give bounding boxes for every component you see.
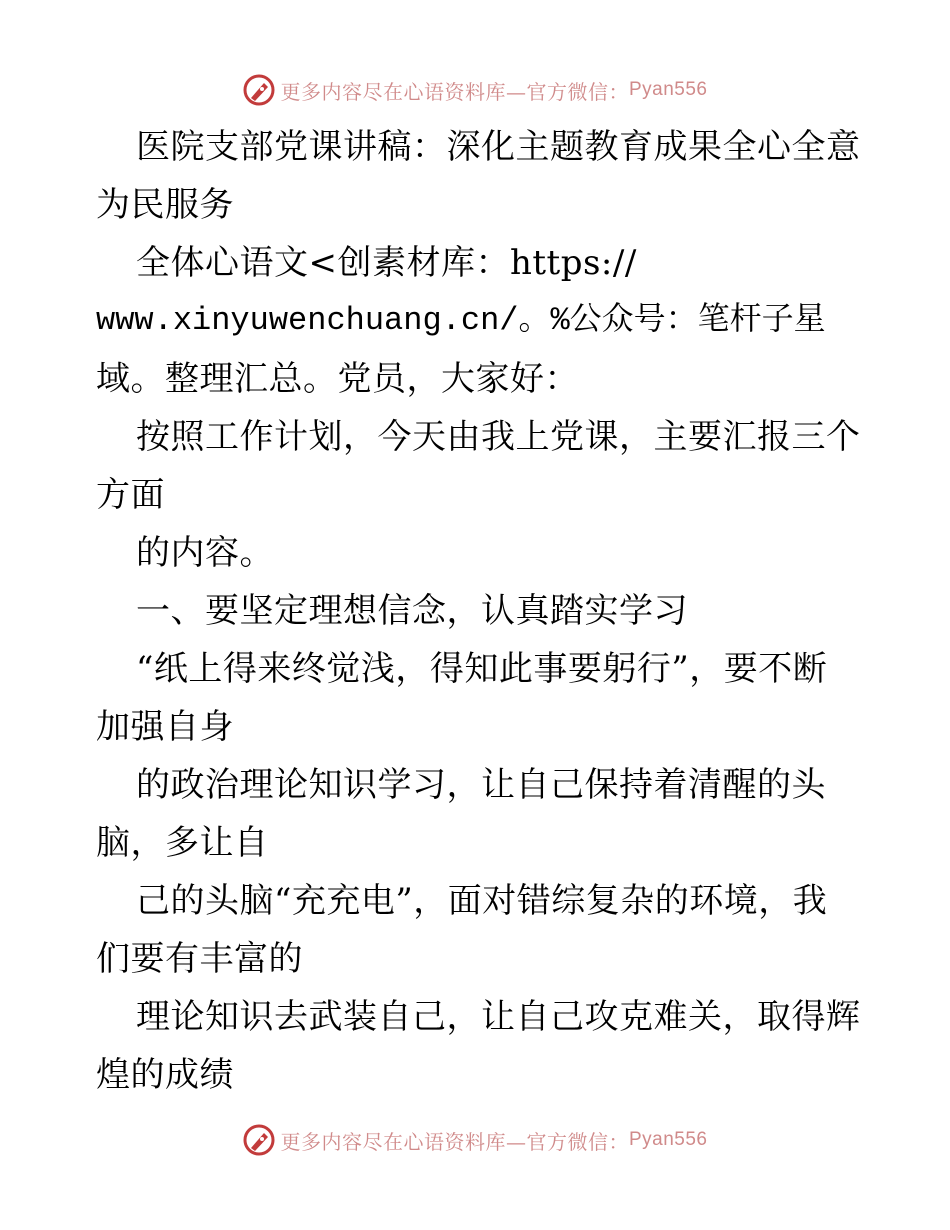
watermark-text: 更多内容尽在心语资料库—官方微信： xyxy=(280,1129,629,1154)
body-line: 按照工作计划，今天由我上党课，主要汇报三个 xyxy=(136,417,861,457)
body-line: 的政治理论知识学习，让自己保持着清醒的头 xyxy=(136,765,826,805)
document-body xyxy=(96,118,861,1104)
body-line: 己的头脑“充充电”，面对错综复杂的环境，我 xyxy=(136,881,828,921)
body-line: “纸上得来终觉浅，得知此事要躬行”，要不断 xyxy=(136,649,828,689)
pen-nib-logo-icon xyxy=(242,73,276,107)
watermark-text: 更多内容尽在心语资料库—官方微信： xyxy=(280,79,629,104)
body-line: 方面 xyxy=(96,475,165,515)
document-title-line-1: 医院支部党课讲稿：深化主题教育成果全心全意 xyxy=(136,127,861,167)
body-line: 理论知识去武装自己，让自己攻克难关，取得辉 xyxy=(136,997,861,1037)
body-line: 煌的成绩 xyxy=(96,1055,234,1095)
watermark-wechat-id: Pyan556 xyxy=(628,79,708,100)
pen-nib-logo-icon xyxy=(242,1123,276,1157)
body-line: www.xinyuwenchuang.cn/。%公众号：笔杆子星 xyxy=(96,302,826,339)
body-line: 域。整理汇总。党员，大家好： xyxy=(96,359,579,399)
body-line: 加强自身 xyxy=(96,707,234,747)
watermark-wechat-id: Pyan556 xyxy=(628,1129,708,1150)
header-watermark xyxy=(0,70,950,110)
body-line: 们要有丰富的 xyxy=(96,939,303,979)
body-line: 全体心语文<创素材库：https:// xyxy=(136,243,637,283)
section-heading: 一、要坚定理想信念，认真踏实学习 xyxy=(136,591,688,631)
body-line: 的内容。 xyxy=(136,533,274,573)
footer-watermark xyxy=(0,1120,950,1160)
document-title-line-2: 为民服务 xyxy=(96,185,234,225)
body-line: 脑，多让自 xyxy=(96,823,269,863)
